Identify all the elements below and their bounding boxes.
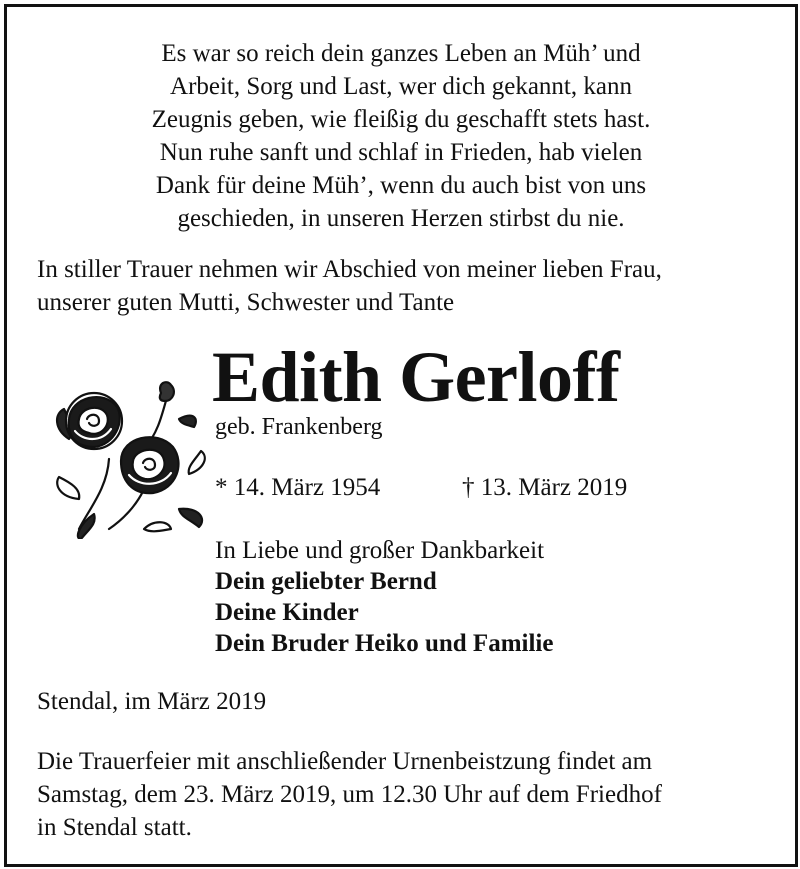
funeral-line: Samstag, dem 23. März 2019, um 12.30 Uhr auf dem Friedhof [37, 781, 662, 808]
poem [27, 37, 775, 235]
mourner-line: Dein geliebter Bernd [215, 568, 437, 595]
poem-line: Arbeit, Sorg und Last, wer dich gekannt, kann [170, 73, 632, 100]
intro-text [37, 253, 777, 319]
poem-line: geschieden, in unseren Herzen stirbst du nie. [177, 205, 625, 232]
funeral-line: in Stendal statt. [37, 814, 192, 841]
funeral-info [37, 745, 782, 844]
poem-line: Dank für deine Müh’, wenn du auch bist von uns [155, 172, 647, 199]
obituary-frame [4, 4, 798, 867]
roses-icon [49, 379, 209, 539]
poem-line: Zeugnis geben, wie fleißig du geschafft stets hast. [151, 106, 651, 133]
funeral-line: Die Trauerfeier mit anschließender Urnenbeistzung findet am [37, 748, 653, 775]
mourner-line: Dein Bruder Heiko und Familie [215, 630, 554, 657]
poem-line: Nun ruhe sanft und schlaf in Frieden, hab vielen [159, 139, 643, 166]
maiden-name: geb. Frankenberg [215, 414, 383, 440]
intro-line: In stiller Trauer nehmen wir Abschied von meiner lieben Frau, [37, 256, 662, 283]
place-date: Stendal, im März 2019 [37, 688, 267, 715]
deceased-name: Edith Gerloff [212, 337, 620, 417]
poem-line: Es war so reich dein ganzes Leben an Müh’ und [161, 40, 641, 67]
intro-line: unserer guten Mutti, Schwester und Tante [37, 289, 455, 316]
birth-date: * 14. März 1954 [215, 474, 381, 501]
mourners-opening: In Liebe und großer Dankbarkeit [215, 537, 545, 564]
mourners-block [215, 535, 553, 659]
mourner-line: Deine Kinder [215, 599, 359, 626]
death-date: † 13. März 2019 [462, 474, 628, 501]
